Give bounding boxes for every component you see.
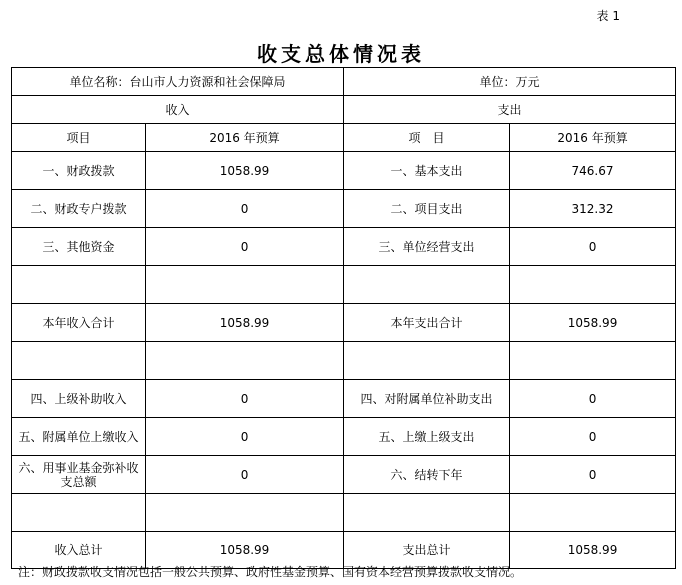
expense-item <box>344 266 510 304</box>
budget-table <box>11 67 676 569</box>
income-item: 二、财政专户拨款 <box>12 190 146 228</box>
expense-value: 0 <box>510 380 676 418</box>
income-value: 1058.99 <box>146 152 344 190</box>
income-item <box>12 342 146 380</box>
table-row <box>12 152 676 190</box>
expense-item: 支出总计 <box>344 532 510 569</box>
income-item: 六、用事业基金弥补收支总额 <box>12 456 146 494</box>
expense-value <box>510 494 676 532</box>
subtotal-row <box>12 304 676 342</box>
table-row <box>12 190 676 228</box>
income-value: 1058.99 <box>146 304 344 342</box>
expense-item: 五、上缴上级支出 <box>344 418 510 456</box>
income-value: 0 <box>146 228 344 266</box>
income-header: 收入 <box>12 96 344 124</box>
table-row <box>12 380 676 418</box>
expense-item: 二、项目支出 <box>344 190 510 228</box>
income-item <box>12 494 146 532</box>
expense-value: 1058.99 <box>510 532 676 569</box>
expense-value <box>510 342 676 380</box>
expense-value: 312.32 <box>510 190 676 228</box>
table-row <box>12 418 676 456</box>
income-value: 0 <box>146 456 344 494</box>
expense-value: 746.67 <box>510 152 676 190</box>
table-row-empty <box>12 342 676 380</box>
income-value <box>146 342 344 380</box>
expense-value: 1058.99 <box>510 304 676 342</box>
expense-item-header: 项 目 <box>344 124 510 152</box>
table-row-empty <box>12 266 676 304</box>
income-value: 0 <box>146 190 344 228</box>
expense-value <box>510 266 676 304</box>
income-budget-header: 2016 年预算 <box>146 124 344 152</box>
expense-item <box>344 342 510 380</box>
income-item: 本年收入合计 <box>12 304 146 342</box>
income-item <box>12 266 146 304</box>
column-header-row <box>12 124 676 152</box>
expense-item <box>344 494 510 532</box>
section-header-row <box>12 96 676 124</box>
income-value: 1058.99 <box>146 532 344 569</box>
expense-value: 0 <box>510 418 676 456</box>
income-item: 收入总计 <box>12 532 146 569</box>
expense-item: 四、对附属单位补助支出 <box>344 380 510 418</box>
unit-label: 单位：万元 <box>344 68 676 96</box>
table-number: 表 1 <box>596 9 620 23</box>
expense-item: 一、基本支出 <box>344 152 510 190</box>
income-item: 五、附属单位上缴收入 <box>12 418 146 456</box>
income-value <box>146 494 344 532</box>
income-item: 三、其他资金 <box>12 228 146 266</box>
income-value: 0 <box>146 418 344 456</box>
table-row <box>12 228 676 266</box>
expense-item: 六、结转下年 <box>344 456 510 494</box>
expense-budget-header: 2016 年预算 <box>510 124 676 152</box>
expense-item: 本年支出合计 <box>344 304 510 342</box>
unit-name: 单位名称：台山市人力资源和社会保障局 <box>12 68 344 96</box>
expense-header: 支出 <box>344 96 676 124</box>
income-item-header: 项目 <box>12 124 146 152</box>
table-row-empty <box>12 494 676 532</box>
unit-row <box>12 68 676 96</box>
footnote: 注：财政拨款收支情况包括一般公共预算、政府性基金预算、国有资本经营预算拨款收支情况。 <box>18 565 523 579</box>
income-item: 四、上级补助收入 <box>12 380 146 418</box>
income-item: 一、财政拨款 <box>12 152 146 190</box>
expense-item: 三、单位经营支出 <box>344 228 510 266</box>
page-title: 收支总体情况表 <box>257 42 425 66</box>
income-value <box>146 266 344 304</box>
table-row <box>12 456 676 494</box>
income-value: 0 <box>146 380 344 418</box>
expense-value: 0 <box>510 228 676 266</box>
expense-value: 0 <box>510 456 676 494</box>
